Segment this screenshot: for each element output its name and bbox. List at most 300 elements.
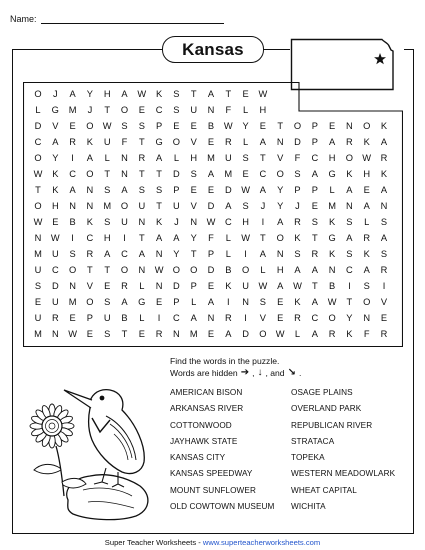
grid-letter[interactable]: A [277, 217, 284, 227]
grid-letter[interactable]: E [104, 281, 111, 291]
grid-letter[interactable]: H [103, 233, 111, 243]
grid-letter[interactable]: A [104, 249, 111, 259]
grid-letter[interactable]: I [71, 233, 74, 243]
grid-letter[interactable]: E [155, 297, 163, 307]
grid-letter[interactable]: J [52, 89, 58, 99]
grid-letter[interactable]: T [277, 121, 284, 131]
grid-letter[interactable]: W [258, 89, 268, 99]
grid-letter[interactable]: S [190, 169, 197, 179]
grid-letter[interactable]: A [380, 185, 388, 195]
grid-letter[interactable]: E [138, 329, 145, 339]
grid-letter[interactable]: E [138, 105, 145, 115]
grid-letter[interactable]: H [259, 105, 267, 115]
grid-letter[interactable]: O [68, 265, 77, 275]
grid-letter[interactable]: O [328, 313, 336, 323]
grid-letter[interactable]: A [259, 249, 267, 259]
grid-letter[interactable]: C [34, 137, 42, 147]
grid-letter[interactable]: W [154, 265, 164, 275]
grid-letter[interactable]: R [311, 249, 319, 259]
grid-letter[interactable]: U [34, 313, 42, 323]
grid-letter[interactable]: T [104, 265, 111, 275]
grid-letter[interactable]: N [86, 185, 94, 195]
grid-letter[interactable]: Y [190, 233, 197, 243]
grid-letter[interactable]: T [311, 281, 318, 291]
grid-letter[interactable]: M [224, 169, 233, 179]
grid-letter[interactable]: V [86, 281, 94, 291]
grid-letter[interactable]: R [380, 329, 388, 339]
grid-letter[interactable]: J [87, 105, 93, 115]
grid-letter[interactable]: O [34, 153, 42, 163]
grid-letter[interactable]: N [155, 249, 163, 259]
grid-letter[interactable]: O [86, 297, 94, 307]
grid-letter[interactable]: E [259, 121, 267, 131]
grid-letter[interactable]: S [34, 281, 42, 291]
grid-letter[interactable]: K [380, 121, 388, 131]
grid-letter[interactable]: N [207, 105, 215, 115]
grid-letter[interactable]: T [104, 169, 111, 179]
grid-letter[interactable]: A [121, 297, 128, 307]
grid-letter[interactable]: R [346, 137, 353, 147]
grid-letter[interactable]: T [260, 233, 266, 243]
grid-letter[interactable]: E [69, 121, 76, 131]
grid-letter[interactable]: A [346, 233, 353, 243]
grid-letter[interactable]: H [242, 217, 249, 227]
grid-letter[interactable]: C [69, 169, 76, 179]
grid-letter[interactable]: A [380, 137, 388, 147]
grid-letter[interactable]: O [86, 121, 94, 131]
grid-letter[interactable]: R [363, 233, 371, 243]
grid-letter[interactable]: S [346, 249, 353, 259]
grid-letter[interactable]: L [329, 185, 335, 195]
grid-letter[interactable]: H [276, 265, 284, 275]
grid-letter[interactable]: G [138, 297, 146, 307]
grid-letter[interactable]: U [34, 265, 42, 275]
grid-letter[interactable]: K [328, 217, 336, 227]
grid-letter[interactable]: P [311, 185, 318, 195]
grid-letter[interactable]: N [34, 233, 42, 243]
grid-letter[interactable]: N [328, 265, 336, 275]
grid-letter[interactable]: A [86, 153, 94, 163]
grid-letter[interactable]: L [139, 281, 145, 291]
grid-letter[interactable]: I [382, 281, 386, 291]
grid-letter[interactable]: L [225, 249, 231, 259]
grid-letter[interactable]: O [276, 169, 284, 179]
grid-letter[interactable]: R [380, 153, 388, 163]
grid-letter[interactable]: K [363, 137, 370, 147]
grid-letter[interactable]: H [190, 153, 198, 163]
grid-letter[interactable]: U [103, 137, 111, 147]
grid-letter[interactable]: K [155, 217, 163, 227]
grid-letter[interactable]: M [328, 201, 336, 211]
grid-letter[interactable]: W [327, 297, 337, 307]
grid-letter[interactable]: M [103, 201, 112, 211]
grid-letter[interactable]: A [225, 201, 232, 211]
grid-letter[interactable]: S [104, 185, 111, 195]
grid-letter[interactable]: D [207, 201, 215, 211]
grid-letter[interactable]: Y [86, 89, 94, 99]
grid-letter[interactable]: N [346, 121, 353, 131]
grid-letter[interactable]: S [104, 297, 111, 307]
grid-letter[interactable]: T [138, 137, 145, 147]
grid-letter[interactable]: E [69, 313, 76, 323]
grid-letter[interactable]: D [173, 169, 180, 179]
grid-letter[interactable]: J [295, 201, 300, 211]
grid-letter[interactable]: R [121, 281, 128, 291]
grid-letter[interactable]: S [346, 217, 353, 227]
grid-letter[interactable]: W [206, 217, 216, 227]
grid-letter[interactable]: L [35, 105, 41, 115]
grid-letter[interactable]: A [69, 89, 76, 99]
grid-letter[interactable]: U [190, 105, 198, 115]
grid-letter[interactable]: V [277, 153, 284, 163]
grid-letter[interactable]: O [120, 201, 129, 211]
grid-letter[interactable]: E [363, 185, 370, 195]
grid-letter[interactable]: K [86, 217, 94, 227]
grid-letter[interactable]: N [121, 169, 128, 179]
grid-letter[interactable]: I [261, 217, 265, 227]
grid-letter[interactable]: P [173, 297, 180, 307]
grid-letter[interactable]: S [311, 217, 318, 227]
grid-letter[interactable]: S [294, 249, 301, 259]
grid-letter[interactable]: W [293, 281, 302, 291]
grid-letter[interactable]: W [137, 89, 147, 99]
grid-letter[interactable]: K [328, 249, 336, 259]
grid-letter[interactable]: E [242, 89, 249, 99]
grid-letter[interactable]: F [225, 105, 232, 115]
footer-link[interactable]: www.superteacherworksheets.com [202, 538, 321, 547]
grid-letter[interactable]: S [259, 297, 267, 307]
grid-letter[interactable]: T [156, 201, 162, 211]
grid-letter[interactable]: R [224, 137, 232, 147]
grid-letter[interactable]: G [328, 169, 336, 179]
grid-letter[interactable]: U [224, 153, 232, 163]
grid-letter[interactable]: V [259, 313, 267, 323]
grid-letter[interactable]: E [277, 297, 284, 307]
grid-letter[interactable]: T [190, 249, 197, 259]
grid-letter[interactable]: A [155, 153, 163, 163]
grid-letter[interactable]: P [173, 185, 180, 195]
grid-letter[interactable]: N [155, 281, 163, 291]
grid-letter[interactable]: A [363, 201, 370, 211]
grid-letter[interactable]: B [121, 313, 128, 323]
name-underline[interactable] [41, 14, 224, 24]
grid-letter[interactable]: W [241, 233, 250, 243]
grid-letter[interactable]: S [155, 185, 163, 195]
grid-letter[interactable]: S [104, 329, 111, 339]
grid-letter[interactable]: F [208, 233, 214, 243]
grid-letter[interactable]: T [104, 105, 111, 115]
grid-letter[interactable]: Y [242, 121, 249, 131]
grid-letter[interactable]: C [173, 313, 180, 323]
grid-letter[interactable]: H [51, 201, 59, 211]
grid-letter[interactable]: E [207, 281, 215, 291]
grid-letter[interactable]: A [173, 233, 180, 243]
grid-letter[interactable]: A [69, 185, 76, 195]
grid-letter[interactable]: R [86, 249, 94, 259]
grid-letter[interactable]: N [276, 137, 284, 147]
grid-letter[interactable]: A [311, 265, 318, 275]
grid-letter[interactable]: O [363, 297, 371, 307]
grid-letter[interactable]: W [68, 329, 77, 339]
grid-letter[interactable]: K [155, 89, 163, 99]
grid-letter[interactable]: N [190, 217, 198, 227]
grid-letter[interactable]: S [173, 89, 180, 99]
grid-letter[interactable]: A [121, 185, 128, 195]
grid-letter[interactable]: K [346, 169, 353, 179]
grid-letter[interactable]: M [207, 153, 215, 163]
grid-letter[interactable]: O [172, 265, 181, 275]
grid-letter[interactable]: G [328, 233, 336, 243]
grid-letter[interactable]: W [33, 169, 43, 179]
grid-letter[interactable]: O [276, 233, 284, 243]
grid-letter[interactable]: N [207, 313, 215, 323]
grid-letter[interactable]: A [259, 185, 267, 195]
grid-letter[interactable]: N [86, 201, 94, 211]
grid-letter[interactable]: C [155, 105, 163, 115]
grid-letter[interactable]: E [34, 297, 42, 307]
grid-letter[interactable]: K [225, 281, 232, 291]
grid-letter[interactable]: S [173, 105, 180, 115]
grid-letter[interactable]: J [174, 217, 179, 227]
grid-letter[interactable]: I [244, 313, 247, 323]
grid-letter[interactable]: O [190, 265, 198, 275]
grid-letter[interactable]: P [294, 185, 301, 195]
grid-letter[interactable]: T [346, 297, 353, 307]
grid-letter[interactable]: I [227, 297, 230, 307]
grid-letter[interactable]: R [294, 313, 301, 323]
grid-letter[interactable]: S [242, 153, 249, 163]
grid-letter[interactable]: N [363, 313, 371, 323]
grid-letter[interactable]: K [346, 329, 353, 339]
grid-letter[interactable]: E [86, 329, 94, 339]
grid-letter[interactable]: C [311, 153, 319, 163]
grid-letter[interactable]: A [259, 137, 267, 147]
grid-letter[interactable]: D [242, 329, 249, 339]
grid-letter[interactable]: A [138, 249, 145, 259]
grid-letter[interactable]: S [363, 281, 370, 291]
grid-letter[interactable]: U [51, 249, 59, 259]
grid-letter[interactable]: T [87, 265, 93, 275]
grid-letter[interactable]: N [173, 329, 180, 339]
grid-letter[interactable]: P [207, 249, 215, 259]
grid-letter[interactable]: H [363, 169, 371, 179]
grid-letter[interactable]: A [346, 185, 353, 195]
grid-letter[interactable]: N [51, 329, 59, 339]
grid-letter[interactable]: N [138, 217, 146, 227]
grid-letter[interactable]: S [242, 201, 249, 211]
grid-letter[interactable]: V [190, 137, 197, 147]
grid-letter[interactable]: N [138, 265, 146, 275]
grid-letter[interactable]: E [311, 201, 318, 211]
grid-letter[interactable]: K [380, 169, 388, 179]
grid-letter[interactable]: O [259, 329, 267, 339]
grid-letter[interactable]: C [51, 265, 59, 275]
grid-letter[interactable]: F [363, 329, 370, 339]
grid-letter[interactable]: I [244, 249, 247, 259]
grid-letter[interactable]: T [138, 169, 145, 179]
grid-letter[interactable]: R [328, 329, 336, 339]
grid-letter[interactable]: K [52, 185, 59, 195]
grid-letter[interactable]: A [207, 169, 215, 179]
grid-letter[interactable]: O [34, 89, 42, 99]
grid-letter[interactable]: Y [277, 201, 284, 211]
grid-letter[interactable]: E [173, 121, 180, 131]
grid-letter[interactable]: S [121, 121, 128, 131]
grid-letter[interactable]: L [173, 153, 179, 163]
grid-letter[interactable]: T [190, 89, 197, 99]
grid-letter[interactable]: C [121, 249, 128, 259]
grid-letter[interactable]: P [155, 121, 163, 131]
grid-letter[interactable]: L [225, 233, 231, 243]
grid-letter[interactable]: S [294, 169, 301, 179]
grid-letter[interactable]: T [260, 153, 266, 163]
grid-letter[interactable]: A [190, 313, 197, 323]
grid-letter[interactable]: A [277, 281, 284, 291]
grid-letter[interactable]: K [86, 137, 94, 147]
grid-letter[interactable]: R [69, 137, 76, 147]
grid-letter[interactable]: N [276, 249, 284, 259]
grid-letter[interactable]: E [190, 185, 197, 195]
grid-letter[interactable]: J [260, 201, 266, 211]
grid-letter[interactable]: O [363, 121, 371, 131]
grid-letter[interactable]: D [34, 121, 42, 131]
grid-letter[interactable]: U [51, 297, 59, 307]
grid-letter[interactable]: V [380, 297, 388, 307]
grid-letter[interactable]: E [190, 121, 197, 131]
grid-letter[interactable]: D [207, 265, 215, 275]
grid-letter[interactable]: Y [52, 153, 59, 163]
grid-letter[interactable]: Y [173, 249, 180, 259]
grid-letter[interactable]: I [71, 153, 74, 163]
grid-letter[interactable]: U [173, 201, 180, 211]
grid-letter[interactable]: W [275, 329, 285, 339]
grid-letter[interactable]: B [225, 265, 232, 275]
grid-letter[interactable]: A [207, 89, 215, 99]
grid-letter[interactable]: I [123, 233, 126, 243]
grid-letter[interactable]: P [311, 137, 318, 147]
grid-letter[interactable]: E [242, 169, 249, 179]
grid-letter[interactable]: C [346, 265, 353, 275]
name-field[interactable] [10, 14, 224, 24]
grid-letter[interactable]: A [380, 233, 388, 243]
grid-letter[interactable]: K [52, 169, 59, 179]
grid-letter[interactable]: L [139, 313, 145, 323]
grid-letter[interactable]: N [69, 281, 76, 291]
grid-letter[interactable]: D [173, 281, 180, 291]
grid-letter[interactable]: L [364, 217, 370, 227]
grid-letter[interactable]: A [294, 265, 301, 275]
grid-letter[interactable]: M [68, 105, 77, 115]
grid-letter[interactable]: W [223, 121, 233, 131]
grid-letter[interactable]: T [156, 169, 162, 179]
grid-letter[interactable]: C [311, 313, 319, 323]
grid-letter[interactable]: A [328, 137, 336, 147]
grid-letter[interactable]: L [104, 153, 110, 163]
grid-letter[interactable]: I [157, 313, 161, 323]
grid-letter[interactable]: K [294, 233, 301, 243]
grid-letter[interactable]: M [34, 249, 42, 259]
grid-letter[interactable]: A [52, 137, 59, 147]
grid-letter[interactable]: A [121, 89, 128, 99]
grid-letter[interactable]: N [121, 153, 128, 163]
grid-letter[interactable]: A [363, 265, 370, 275]
grid-letter[interactable]: A [207, 297, 215, 307]
grid-letter[interactable]: G [51, 105, 59, 115]
grid-letter[interactable]: T [35, 185, 41, 195]
grid-letter[interactable]: C [86, 233, 94, 243]
grid-letter[interactable]: M [34, 329, 42, 339]
grid-letter[interactable]: B [207, 121, 215, 131]
grid-letter[interactable]: R [138, 153, 146, 163]
grid-letter[interactable]: A [311, 297, 318, 307]
grid-letter[interactable]: E [207, 329, 215, 339]
grid-letter[interactable]: W [50, 233, 60, 243]
grid-letter[interactable]: R [294, 217, 301, 227]
grid-letter[interactable]: S [138, 185, 145, 195]
grid-letter[interactable]: T [121, 329, 128, 339]
grid-letter[interactable]: S [380, 249, 388, 259]
grid-letter[interactable]: U [103, 313, 111, 323]
grid-letter[interactable]: C [224, 217, 232, 227]
grid-letter[interactable]: R [380, 265, 388, 275]
grid-letter[interactable]: E [380, 313, 388, 323]
grid-letter[interactable]: E [277, 313, 284, 323]
grid-letter[interactable]: O [120, 105, 129, 115]
grid-letter[interactable]: W [362, 153, 372, 163]
grid-letter[interactable]: H [328, 153, 336, 163]
grid-letter[interactable]: G [155, 137, 163, 147]
grid-letter[interactable]: A [155, 233, 163, 243]
grid-letter[interactable]: E [328, 121, 336, 131]
grid-letter[interactable]: B [69, 217, 76, 227]
grid-letter[interactable]: D [294, 137, 301, 147]
grid-letter[interactable]: S [138, 121, 145, 131]
grid-letter[interactable]: O [172, 137, 181, 147]
grid-letter[interactable]: O [120, 265, 129, 275]
grid-letter[interactable]: R [51, 313, 59, 323]
grid-letter[interactable]: P [86, 313, 94, 323]
grid-letter[interactable]: E [52, 217, 59, 227]
grid-letter[interactable]: E [207, 137, 215, 147]
grid-letter[interactable]: V [190, 201, 197, 211]
grid-letter[interactable]: K [294, 297, 301, 307]
grid-letter[interactable]: W [102, 121, 112, 131]
grid-letter[interactable]: N [346, 201, 353, 211]
grid-letter[interactable]: K [363, 249, 370, 259]
grid-letter[interactable]: N [69, 201, 76, 211]
grid-letter[interactable]: I [348, 281, 351, 291]
grid-letter[interactable]: N [380, 201, 388, 211]
grid-letter[interactable]: O [293, 121, 302, 131]
grid-letter[interactable]: T [138, 233, 145, 243]
grid-letter[interactable]: Y [346, 313, 353, 323]
grid-letter[interactable]: D [224, 185, 232, 195]
grid-letter[interactable]: O [34, 201, 42, 211]
grid-letter[interactable]: R [224, 313, 232, 323]
grid-letter[interactable]: C [259, 169, 267, 179]
grid-letter[interactable]: A [311, 329, 318, 339]
grid-letter[interactable]: L [191, 297, 197, 307]
grid-letter[interactable]: W [258, 281, 268, 291]
grid-letter[interactable]: E [207, 185, 215, 195]
grid-letter[interactable]: T [225, 89, 232, 99]
grid-letter[interactable]: B [328, 281, 336, 291]
grid-letter[interactable]: S [69, 249, 76, 259]
grid-letter[interactable]: U [138, 201, 146, 211]
grid-letter[interactable]: P [190, 281, 197, 291]
grid-letter[interactable]: R [155, 329, 163, 339]
grid-letter[interactable]: S [380, 217, 388, 227]
